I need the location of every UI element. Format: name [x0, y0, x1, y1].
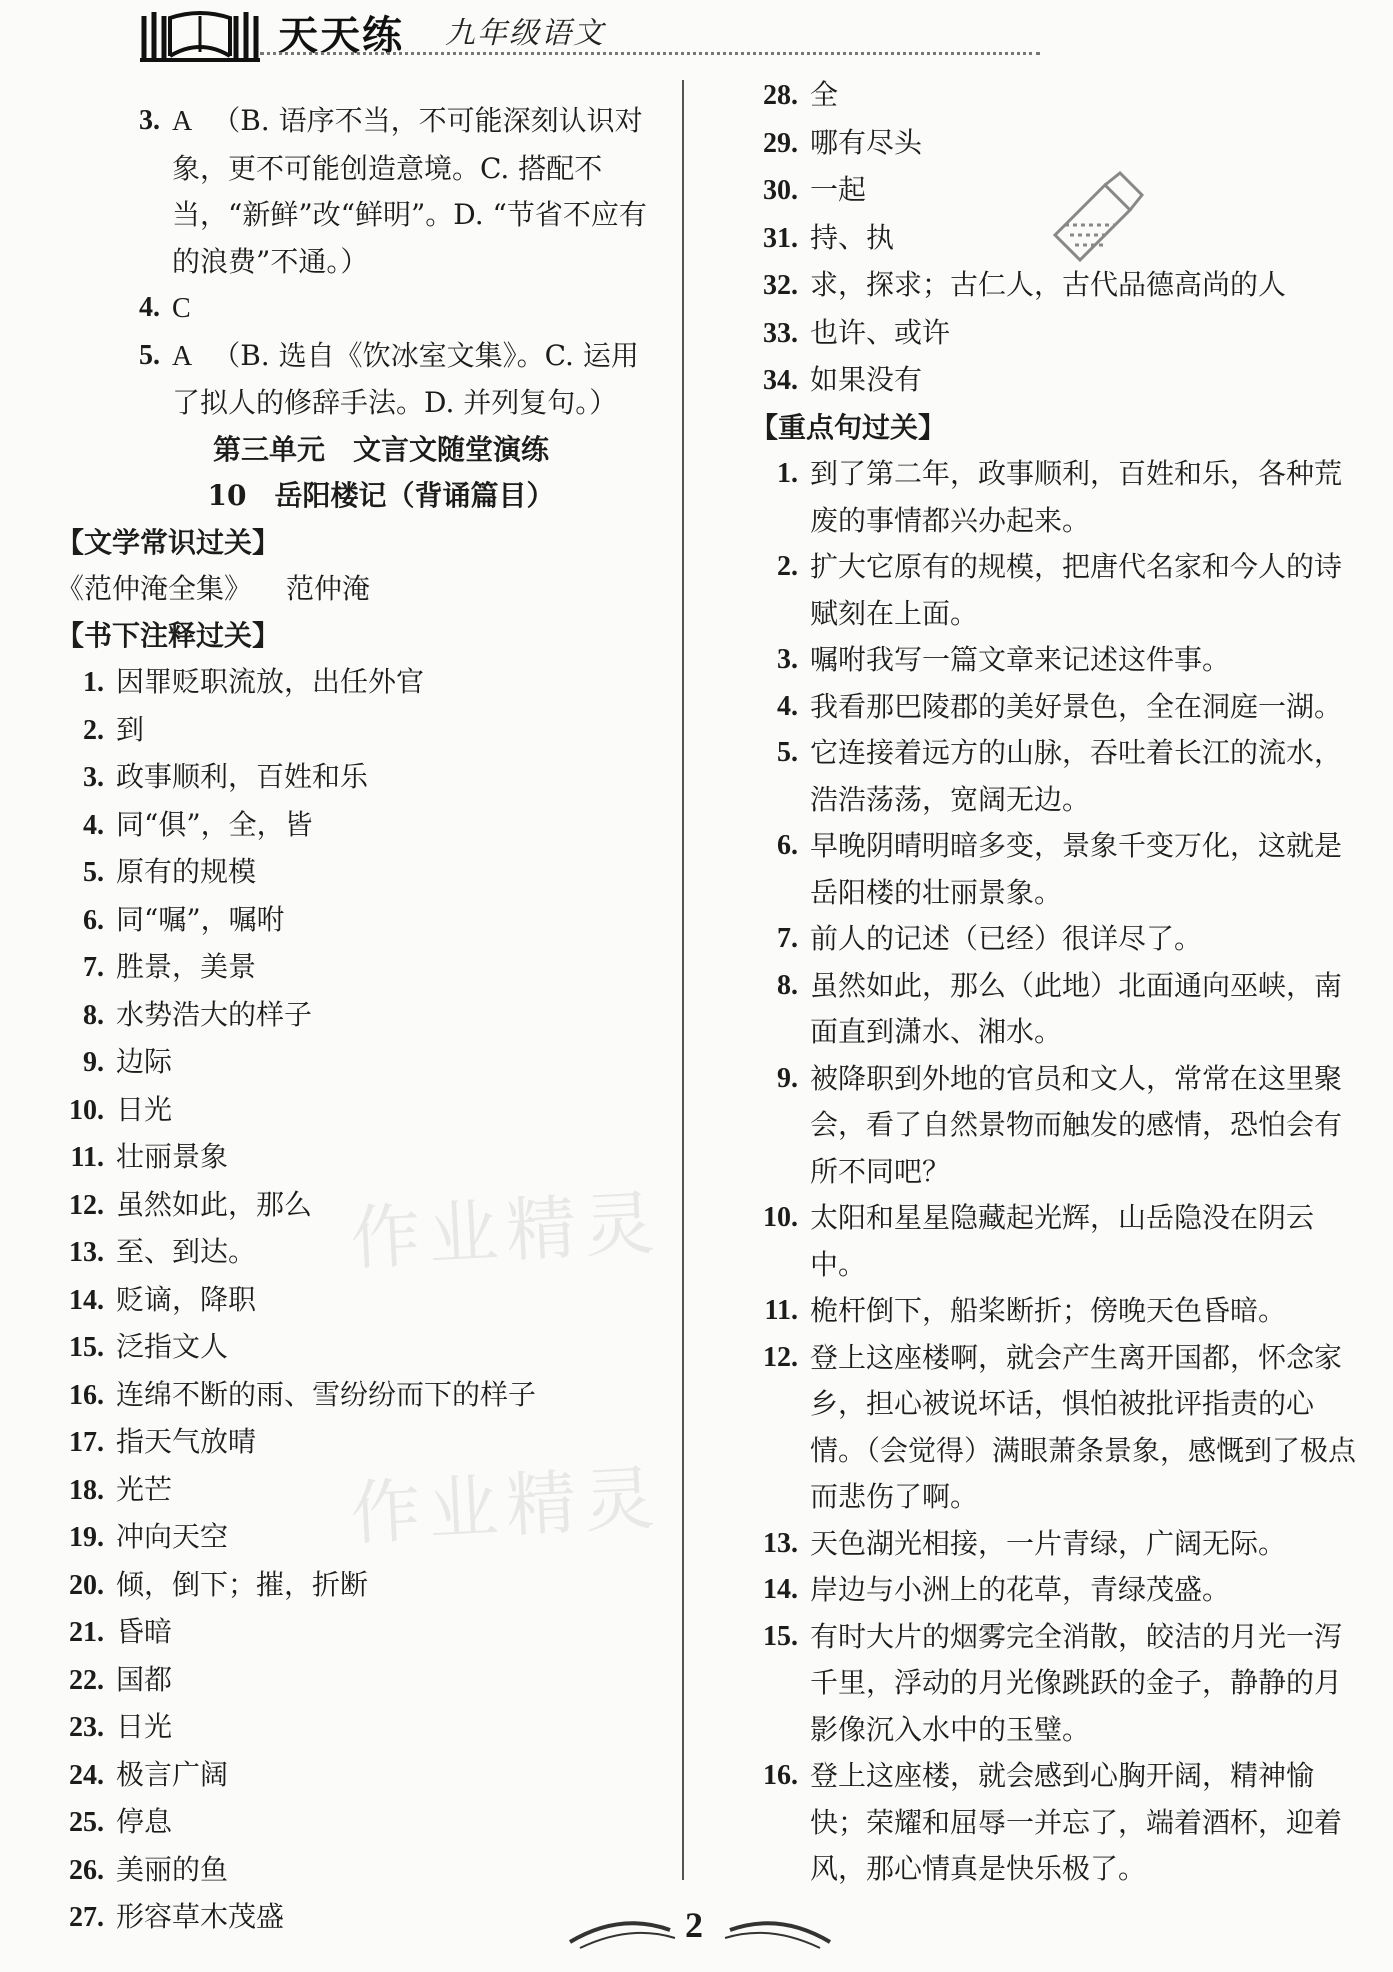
note-item: [56, 802, 666, 850]
sentence-item: [750, 1567, 1360, 1614]
note-text: 日光: [116, 1092, 173, 1126]
note-item: [56, 1609, 666, 1657]
question-number: 4.: [139, 292, 160, 323]
sentence-number: 15.: [763, 1620, 798, 1652]
sentence-number: 5.: [777, 737, 798, 768]
note-item: [56, 849, 666, 897]
sentence-number: 1.: [777, 458, 798, 489]
note-item: [56, 1134, 666, 1182]
note-text: 边际: [116, 1045, 173, 1078]
note-number: 31.: [763, 222, 798, 254]
sentence-number: 4.: [777, 690, 798, 722]
note-number: 27.: [69, 1902, 104, 1933]
sentence-item: [750, 451, 1360, 544]
sentence-text: 登上这座楼啊，就会产生离开国都，怀念家乡，担心被说坏话，惧怕被批评指责的心情。（会觉得）满眼萧条景象，感慨到了极点而悲伤了啊。: [810, 1340, 1357, 1513]
note-text: 一起: [810, 173, 867, 206]
note-number: 18.: [69, 1474, 104, 1506]
sentence-item: [750, 1335, 1360, 1521]
note-item: [750, 310, 1360, 358]
explanation: （B. 语序不当，不可能深刻认识对象，更不可能创造意境。C. 搭配不当，“新鲜”改“鲜明”。D. “节省不应有的浪费”不通。）: [172, 104, 647, 278]
note-number: 32.: [763, 270, 798, 301]
note-item: [750, 262, 1360, 310]
sentence-number: 7.: [777, 923, 798, 954]
note-number: 15.: [69, 1332, 104, 1363]
note-text: 贬谪，降职: [116, 1282, 257, 1316]
sentences-heading: 【重点句过关】: [750, 410, 947, 444]
sentence-text: 前人的记述（已经）很详尽了。: [810, 922, 1203, 955]
sentence-item: [750, 637, 1360, 684]
note-item: [56, 707, 666, 755]
sentence-number: 8.: [777, 969, 798, 1001]
note-text: 也许、或许: [810, 315, 951, 349]
note-text: 至、到达。: [116, 1235, 257, 1268]
sentence-number: 2.: [777, 551, 798, 582]
explanation: （B. 选自《饮冰室文集》。C. 运用了拟人的修辞手法。D. 并列复句。）: [172, 338, 639, 419]
sentence-item: [750, 1521, 1360, 1568]
sentence-text: 虽然如此，那么（此地）北面通向巫峡，南面直到潇水、湘水。: [810, 968, 1343, 1048]
sentence-number: 6.: [777, 830, 798, 861]
note-number: 11.: [70, 1142, 104, 1173]
note-number: 19.: [69, 1522, 104, 1553]
note-number: 10.: [69, 1094, 104, 1126]
note-text: 指天气放晴: [116, 1425, 257, 1458]
note-text: 极言广阔: [116, 1757, 229, 1791]
note-number: 7.: [83, 952, 104, 983]
answer: A: [172, 340, 193, 372]
note-item: [56, 1324, 666, 1372]
note-text: 连绵不断的雨、雪纷纷而下的样子: [116, 1377, 537, 1411]
sentence-text: 有时大片的烟雾完全消散，皎洁的月光一泻千里，浮动的月光像跳跃的金子，静静的月影像沉入水中的玉璧。: [810, 1619, 1343, 1746]
brand-title: 天天练: [278, 13, 404, 59]
question-number: 3.: [139, 105, 160, 136]
sentence-item: [750, 916, 1360, 963]
note-text: 倾，倒下；摧，折断: [116, 1567, 369, 1601]
note-item: [56, 992, 666, 1040]
note-item: [56, 944, 666, 992]
sentence-item: [750, 730, 1360, 823]
note-text: 原有的规模: [116, 855, 257, 888]
sentence-item: [750, 1614, 1360, 1754]
note-text: 如果没有: [810, 363, 923, 396]
note-text: 停息: [116, 1805, 173, 1838]
question-number: 5.: [139, 339, 160, 371]
sentence-item: [750, 1288, 1360, 1335]
note-item: [56, 1847, 666, 1895]
note-text: 泛指文人: [116, 1330, 229, 1363]
note-item: [56, 1799, 666, 1847]
note-item: [56, 1182, 666, 1230]
note-text: 光芒: [116, 1472, 173, 1506]
sentence-item: [750, 963, 1360, 1056]
note-number: 13.: [69, 1237, 104, 1268]
note-text: 形容草木茂盛: [116, 1900, 285, 1933]
note-number: 16.: [69, 1379, 104, 1411]
note-item: [56, 1087, 666, 1135]
note-item: [56, 659, 666, 707]
note-number: 24.: [69, 1759, 104, 1791]
note-text: 因罪贬职流放，出任外官: [116, 665, 425, 698]
sentence-text: 岸边与小洲上的花草，青绿茂盛。: [810, 1573, 1231, 1606]
sentence-number: 12.: [763, 1341, 798, 1373]
sentence-text: 早晚阴晴明暗多变，景象千变万化，这就是岳阳楼的壮丽景象。: [810, 829, 1343, 909]
note-item: [750, 167, 1360, 215]
sentence-number: 11.: [764, 1295, 798, 1326]
lesson-title: 10 岳阳楼记（背诵篇目）: [207, 479, 555, 512]
note-item: [56, 897, 666, 945]
header-dotted-rule: [260, 52, 1040, 55]
sentence-text: 太阳和星星隐藏起光辉，山岳隐没在阴云中。: [810, 1201, 1315, 1281]
note-item: [56, 1752, 666, 1800]
left-column: [56, 98, 666, 1942]
note-number: 30.: [763, 175, 798, 206]
sentence-number: 3.: [777, 644, 798, 675]
sentence-number: 14.: [763, 1574, 798, 1605]
note-number: 3.: [83, 762, 104, 793]
note-text: 水势浩大的样子: [116, 997, 313, 1031]
note-number: 25.: [69, 1807, 104, 1838]
note-text: 求，探求；古仁人，古代品德高尚的人: [810, 268, 1287, 301]
note-number: 8.: [83, 999, 104, 1031]
answer: A: [172, 106, 193, 137]
sentence-number: 9.: [777, 1062, 798, 1094]
note-text: 日光: [116, 1710, 173, 1743]
sentence-text: 到了第二年，政事顺利，百姓和乐，各种荒废的事情都兴办起来。: [810, 457, 1343, 537]
answer: C: [172, 293, 191, 324]
question-4: [56, 285, 666, 333]
sentence-number: 16.: [763, 1760, 798, 1791]
grade-subject: 九年级语文: [445, 16, 605, 51]
sentence-text: 桅杆倒下，船桨断折；傍晚天色昏暗。: [810, 1294, 1287, 1327]
sentence-text: 扩大它原有的规模，把唐代名家和今人的诗赋刻在上面。: [810, 550, 1343, 630]
note-text: 冲向天空: [116, 1520, 229, 1553]
note-number: 4.: [83, 809, 104, 841]
note-item: [56, 1657, 666, 1705]
note-number: 20.: [69, 1569, 104, 1601]
note-item: [56, 1467, 666, 1515]
note-text: 胜景，美景: [116, 950, 257, 983]
sentence-number: 13.: [763, 1527, 798, 1559]
note-item: [750, 120, 1360, 168]
sentence-text: 天色湖光相接，一片青绿，广阔无际。: [810, 1526, 1287, 1560]
note-number: 12.: [69, 1189, 104, 1221]
note-text: 同“俱”，全，皆: [116, 807, 313, 841]
sentence-item: [750, 684, 1360, 731]
sentence-text: 被降职到外地的官员和文人，常常在这里聚会，看了自然景物而触发的感情，恐怕会有所不同吧？: [810, 1061, 1343, 1188]
watermark: 作业精灵: [348, 1456, 665, 1556]
note-text: 哪有尽头: [810, 125, 923, 159]
note-number: 17.: [69, 1427, 104, 1458]
note-text: 昏暗: [116, 1615, 173, 1648]
question-3: [56, 98, 666, 285]
note-item: [56, 1229, 666, 1277]
sentence-number: 10.: [763, 1202, 798, 1233]
note-number: 28.: [763, 80, 798, 111]
sentence-item: [750, 823, 1360, 916]
note-number: 2.: [83, 714, 104, 746]
note-item: [56, 1562, 666, 1610]
note-text: 同“嘱”，嘱咐: [116, 902, 285, 936]
note-number: 9.: [83, 1047, 104, 1078]
sentence-text: 登上这座楼，就会感到心胸开阔，精神愉快；荣耀和屈辱一并忘了，端着酒杯，迎着风，那心情真是快乐极了。: [810, 1759, 1343, 1885]
note-item: [56, 1704, 666, 1752]
sentence-item: [750, 1753, 1360, 1893]
note-text: 美丽的鱼: [116, 1852, 229, 1886]
note-number: 22.: [69, 1664, 104, 1696]
note-number: 26.: [69, 1854, 104, 1886]
note-item: [750, 357, 1360, 405]
right-column: [750, 72, 1360, 1893]
note-text: 全: [810, 78, 839, 111]
watermark: 作业精灵: [348, 1181, 665, 1281]
question-5: [56, 333, 666, 427]
page-header: [130, 0, 1330, 72]
page-footer: [560, 1902, 840, 1958]
page-number: 2: [685, 1905, 703, 1945]
note-number: 6.: [83, 904, 104, 936]
book-logo-icon: [140, 8, 260, 64]
note-item: [56, 1372, 666, 1420]
note-number: 5.: [83, 857, 104, 888]
book-title: 《范仲淹全集》: [56, 572, 253, 605]
note-item: [56, 1514, 666, 1562]
note-number: 33.: [763, 317, 798, 349]
sentence-item: [750, 1056, 1360, 1196]
note-item: [750, 215, 1360, 263]
note-number: 14.: [69, 1284, 104, 1316]
author-name: 范仲淹: [286, 572, 371, 605]
note-number: 34.: [763, 365, 798, 396]
column-divider: [682, 80, 684, 1880]
note-number: 29.: [763, 127, 798, 159]
unit-title: 第三单元 文言文随堂演练: [212, 432, 549, 466]
literary-answer: [56, 566, 666, 613]
note-item: [56, 1039, 666, 1087]
note-item: [56, 754, 666, 802]
literary-heading: 【文学常识过关】: [56, 525, 281, 559]
note-number: 21.: [69, 1617, 104, 1648]
note-item: [56, 1277, 666, 1325]
note-number: 1.: [83, 667, 104, 698]
sentence-item: [750, 1195, 1360, 1288]
note-text: 到: [116, 712, 145, 746]
notes-heading: 【书下注释过关】: [56, 618, 281, 652]
sentence-text: 嘱咐我写一篇文章来记述这件事。: [810, 643, 1231, 676]
note-item: [750, 72, 1360, 120]
note-text: 虽然如此，那么: [116, 1187, 313, 1221]
sentence-item: [750, 544, 1360, 637]
note-text: 国都: [116, 1662, 173, 1696]
note-text: 持、执: [810, 220, 895, 254]
sentence-text: 我看那巴陵郡的美好景色，全在洞庭一湖。: [810, 689, 1343, 723]
note-text: 政事顺利，百姓和乐: [116, 760, 369, 793]
sentence-text: 它连接着远方的山脉，吞吐着长江的流水，浩浩荡荡，宽阔无边。: [810, 736, 1343, 816]
note-number: 23.: [69, 1712, 104, 1743]
note-text: 壮丽景象: [116, 1140, 229, 1173]
note-item: [56, 1419, 666, 1467]
